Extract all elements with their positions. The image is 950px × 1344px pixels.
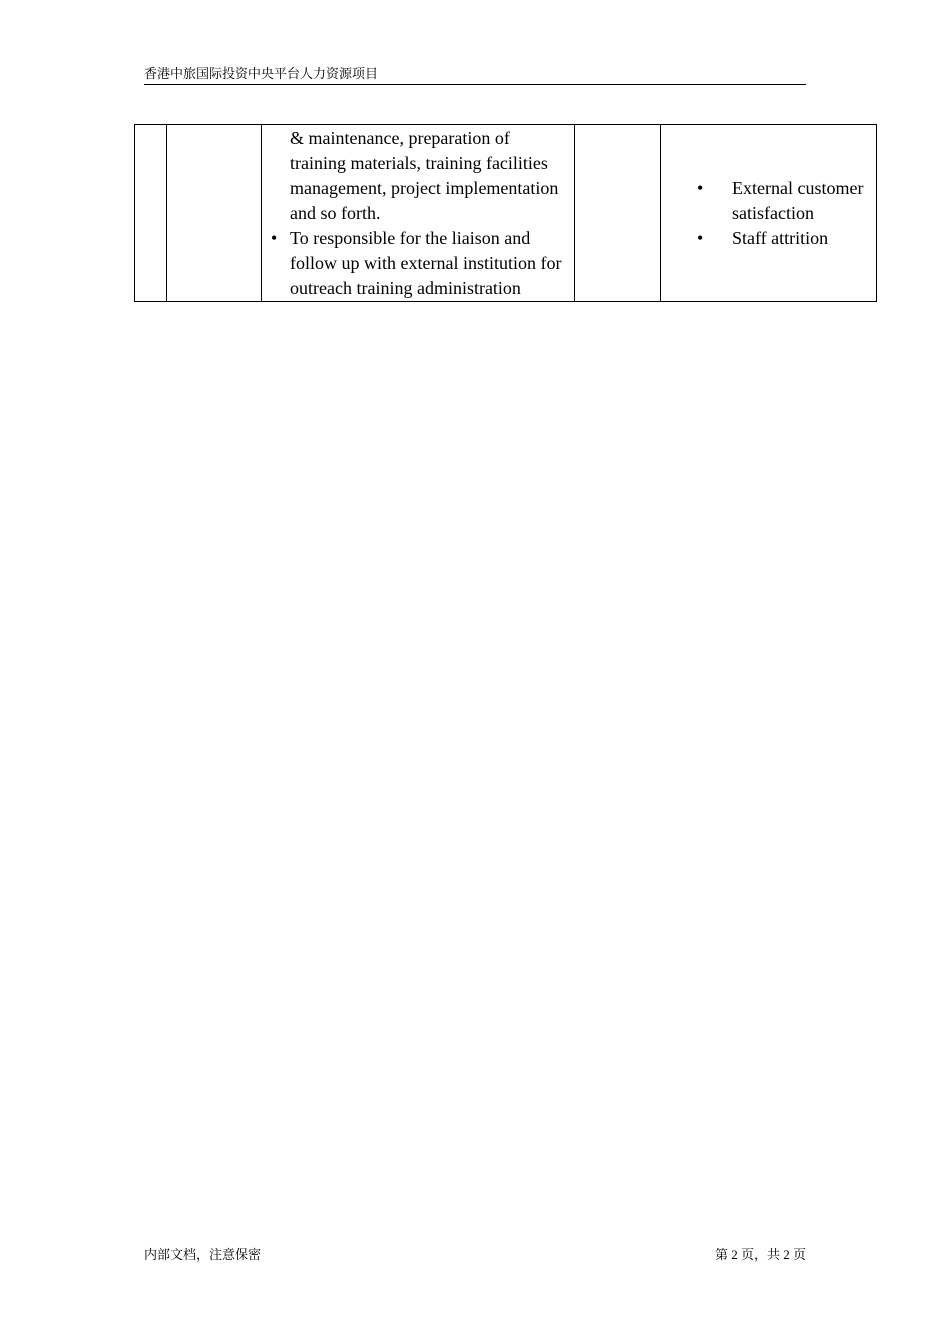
list-item: [697, 226, 866, 251]
footer-page-number: 第 2 页，共 2 页: [714, 1247, 806, 1262]
responsibility-item-text: To responsible for the liaison and follow up with external institution for outreach training administration: [290, 228, 562, 298]
list-item: [697, 176, 866, 226]
responsibility-list: [269, 226, 568, 301]
responsibility-table: [134, 124, 877, 302]
kpi-list: [697, 176, 866, 251]
bullet-icon: •: [271, 228, 278, 248]
bullet-icon: •: [697, 177, 704, 198]
bullet-icon: •: [697, 227, 704, 248]
table-cell-weight: [575, 125, 661, 302]
table-row: [135, 125, 877, 302]
table-cell-category: [167, 125, 262, 302]
header-title: 香港中旅国际投资中央平台人力资源项目: [144, 66, 379, 81]
footer-confidential-note: 内部文档，注意保密: [144, 1247, 262, 1262]
page-header: [144, 66, 806, 85]
list-item: [269, 226, 568, 301]
table-cell-responsibilities: [262, 125, 575, 302]
kpi-item-text: External customer satisfaction: [732, 177, 864, 223]
table-cell-kpis: [661, 125, 877, 302]
kpi-item-text: Staff attrition: [732, 227, 829, 248]
responsibility-continued-text: & maintenance, preparation of training materials, training facilities management, project implementation and so forth.: [290, 128, 559, 223]
table-cell-index: [135, 125, 167, 302]
